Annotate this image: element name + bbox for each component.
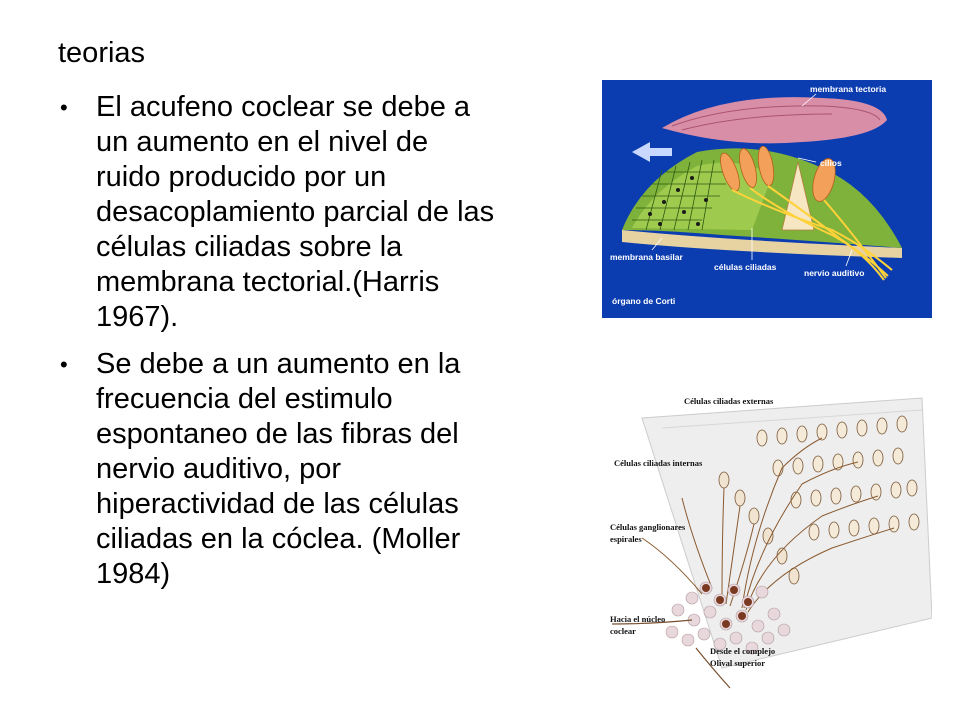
bullet-line: Se debe a un aumento en la (96, 348, 461, 380)
label-nucleo-2: coclear (610, 626, 636, 636)
bullet-line: ruido producido por un (96, 161, 387, 193)
bullet-line: 1984) (96, 558, 171, 590)
label-olivar-2: Olival superior (710, 658, 766, 668)
bullet-line: un aumento en el nivel de (96, 126, 429, 158)
label-membrana-tectoria: membrana tectoria (810, 84, 887, 94)
bullet-item (58, 90, 598, 335)
innervation-figure (602, 388, 932, 690)
organ-of-corti-figure (602, 80, 932, 318)
bullet-line: 1967). (96, 301, 179, 333)
bullet-item (58, 347, 598, 592)
bullet-line: células ciliadas sobre la (96, 231, 403, 263)
label-ganglionares-2: espirales (610, 534, 642, 544)
bullet-list (58, 90, 598, 604)
organ-of-corti-illustration (602, 80, 932, 318)
label-ganglionares-1: Células ganglionares (610, 522, 686, 532)
slide-title: teorias (58, 37, 146, 69)
label-organo-de-corti: órgano de Corti (612, 296, 676, 306)
innervation-illustration (602, 388, 932, 690)
bullet-line: espontaneo de las fibras del (96, 418, 459, 450)
bullet-line: membrana tectorial.(Harris (96, 266, 440, 298)
bullet-line: ciliadas en la cóclea. (Moller (96, 523, 461, 555)
label-nucleo-1: Hacia el núcleo (610, 614, 666, 624)
label-cilios: cilios (820, 158, 842, 168)
bullet-dot-icon: • (60, 95, 68, 120)
bullet-line: desacoplamiento parcial de las (96, 196, 495, 228)
bullet-line: El acufeno coclear se debe a (96, 91, 471, 123)
bullet-dot-icon: • (60, 352, 68, 377)
bullet-line: hiperactividad de las células (96, 488, 459, 520)
label-celulas-externas: Células ciliadas externas (684, 396, 774, 406)
label-celulas-internas: Células ciliadas internas (614, 458, 703, 468)
bullet-line: frecuencia del estimulo (96, 383, 393, 415)
bullet-line: nervio auditivo, por (96, 453, 342, 485)
label-olivar-1: Desde el complejo (710, 646, 776, 656)
label-celulas-ciliadas: células ciliadas (714, 262, 777, 272)
label-nervio-auditivo: nervio auditivo (804, 268, 865, 278)
label-membrana-basilar: membrana basilar (610, 252, 683, 262)
